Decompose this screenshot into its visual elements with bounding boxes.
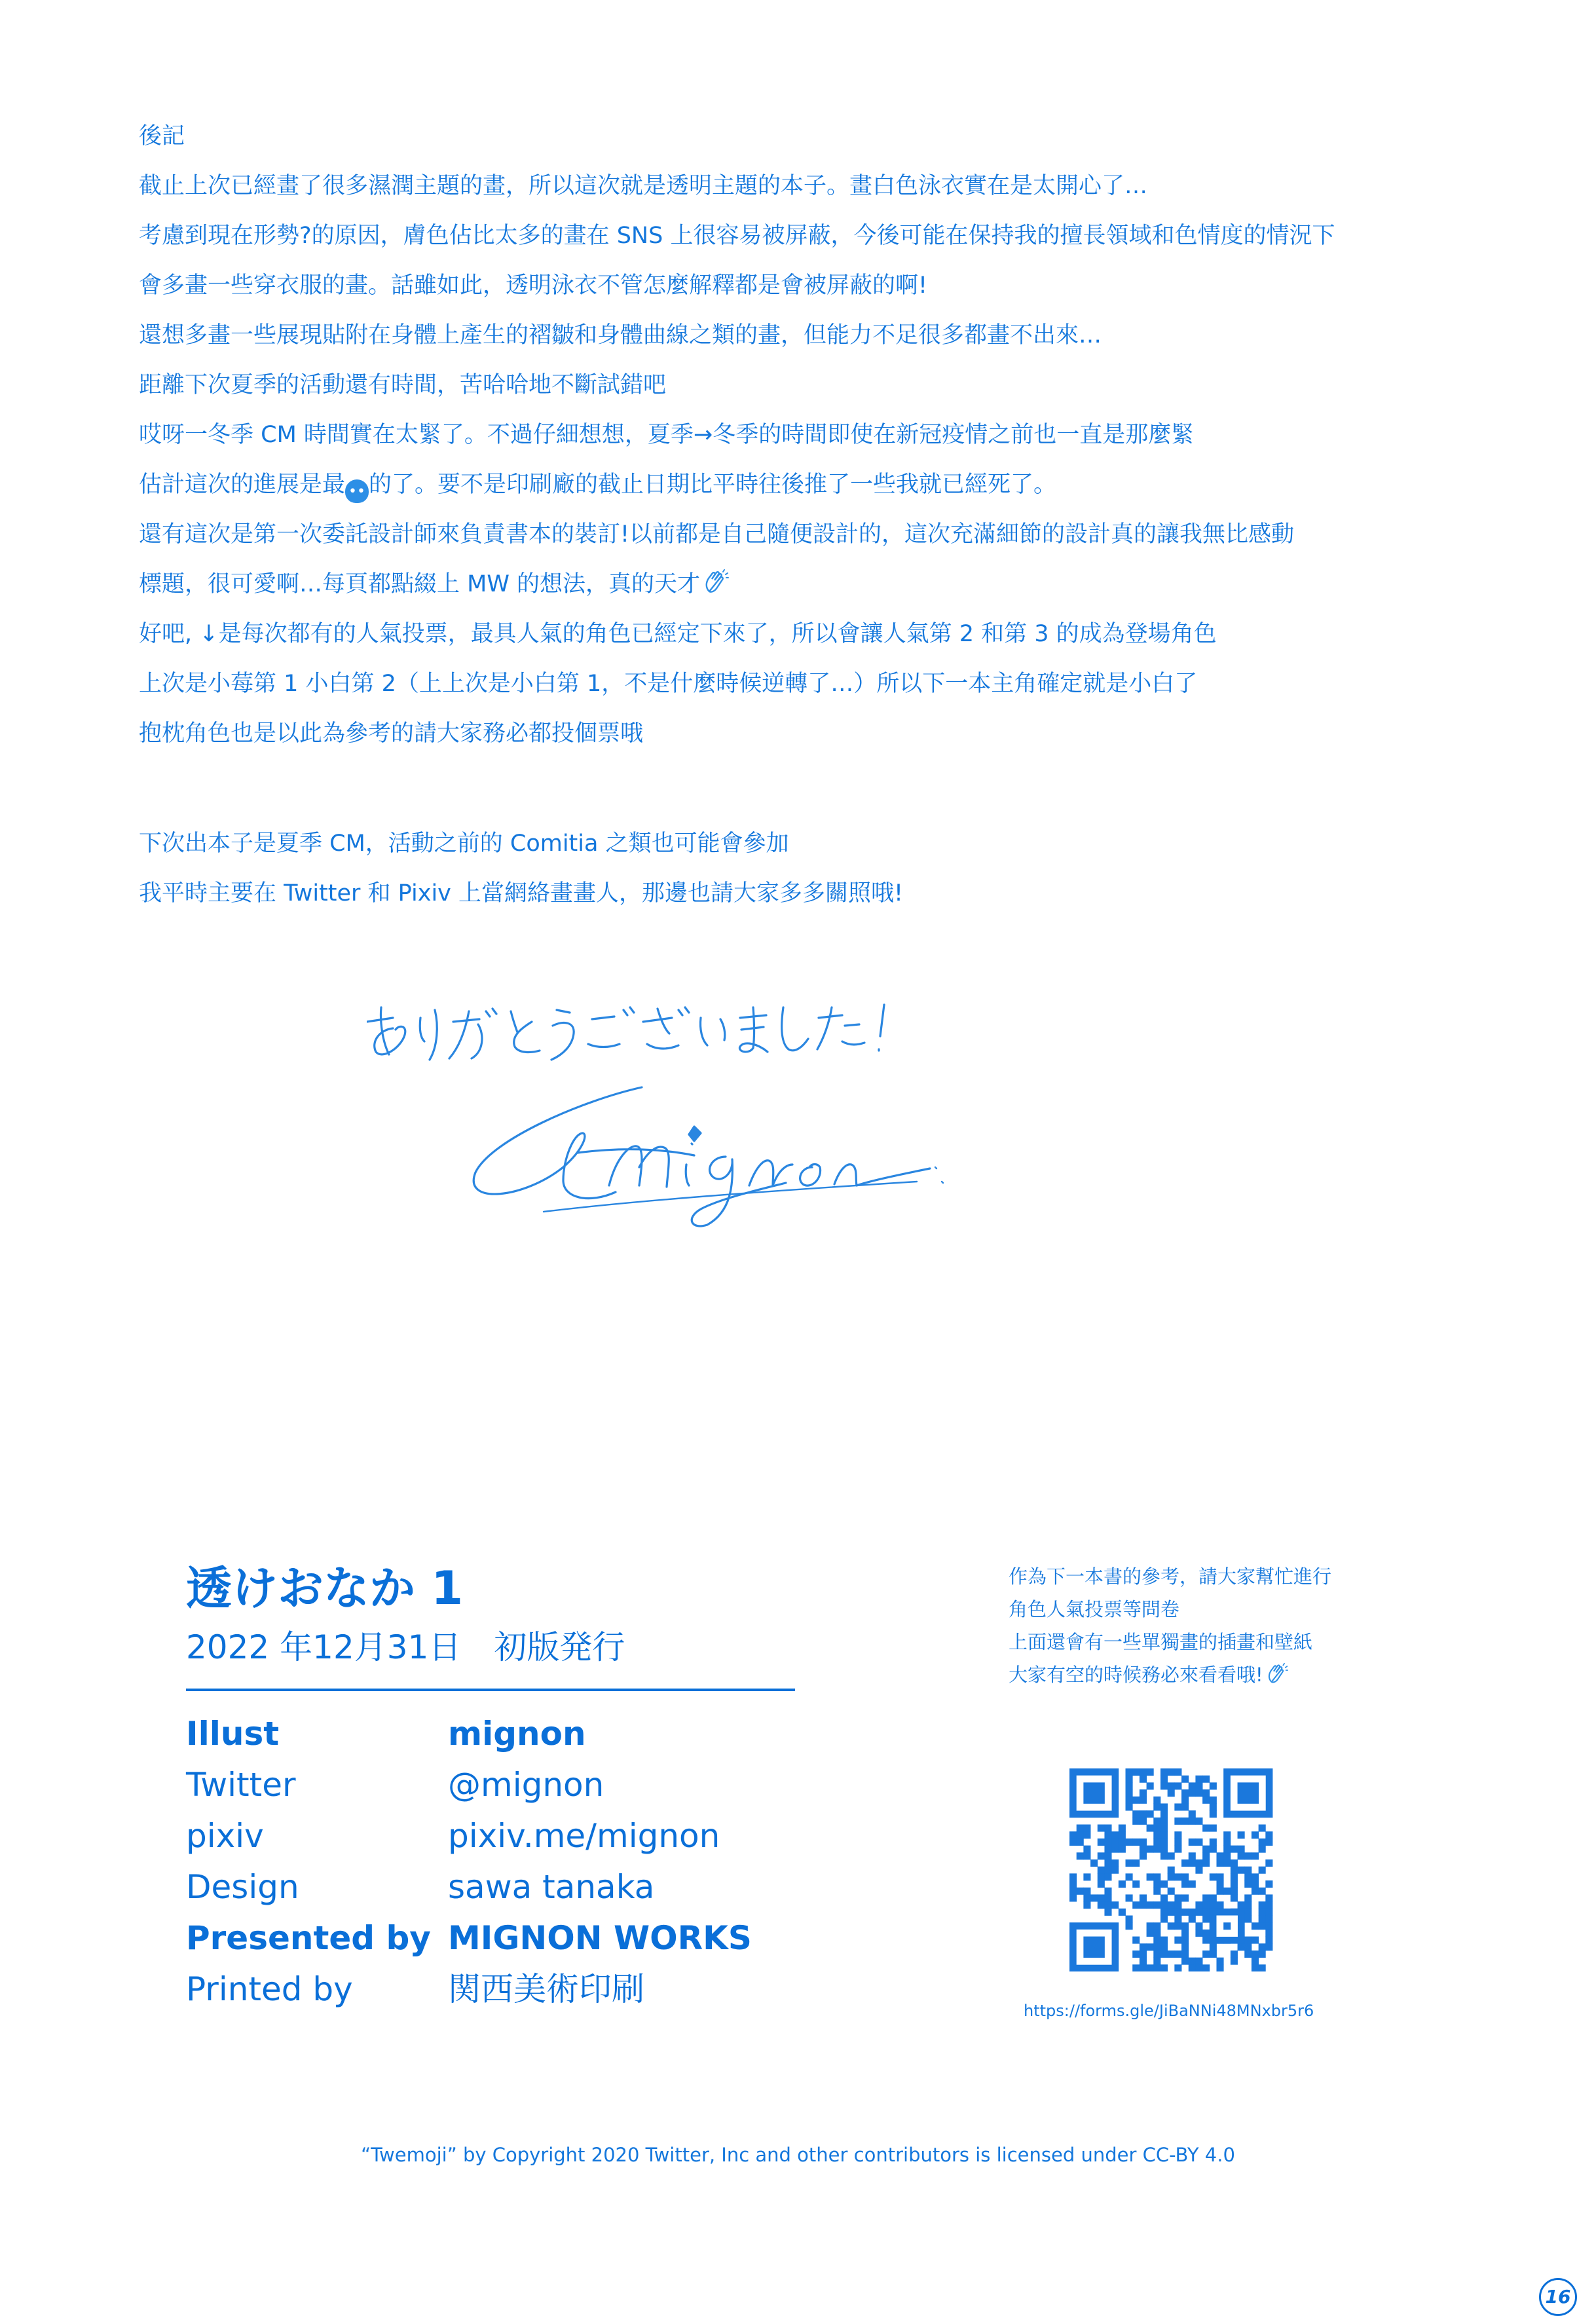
credit-label: Illust [186,1715,280,1753]
credit-label: Twitter [186,1766,296,1804]
credit-value: @mignon [448,1766,604,1804]
credit-row-twitter [186,1759,841,1810]
survey-text: 大家有空的時候務必來看看哦! [1009,1664,1263,1686]
survey-qr-code[interactable] [1066,1768,1276,1971]
twemoji-license: “Twemoji” by Copyright 2020 Twitter, Inc and other contributors is licensed under CC-BY 4.0 [361,2144,1235,2166]
credit-label: pixiv [186,1817,264,1855]
credit-value: pixiv.me/mignon [448,1817,720,1855]
title-text: 標題，很可愛啊…每頁都點綴上 MW 的想法，真的天才 [139,571,701,597]
survey-line: 角色人氣投票等問卷 [1009,1598,1180,1620]
poo-emoji-icon: •• [345,479,369,503]
colophon-divider [186,1689,795,1691]
credit-row-printed-by [186,1964,841,2015]
afterword-line: 距離下次夏季的活動還有時間，苦哈哈地不斷試錯吧 [139,372,667,398]
credit-row-design [186,1861,841,1913]
afterword-line: 會多畫一些穿衣服的畫。話雖如此，透明泳衣不管怎麼解釋都是會被屏蔽的啊! [139,272,928,299]
afterword-line: 下次出本子是夏季 CM，活動之前的 Comitia 之類也可能會參加 [139,831,789,857]
credits-table [186,1708,841,2015]
afterword-line: 上次是小莓第 1 小白第 2（上上次是小白第 1，不是什麼時候逆轉了…）所以下一本主角確定就是小白了 [139,671,1198,697]
clap-emoji-icon [1266,1663,1288,1685]
credit-value: sawa tanaka [448,1868,655,1906]
credit-label: Presented by [186,1919,431,1957]
survey-line-last [1009,1658,1401,1691]
afterword-line-schedule [139,460,1481,510]
credit-row-presented-by [186,1913,841,1964]
credit-label: Design [186,1868,299,1906]
afterword-line: 哎呀一冬季 CM 時間實在太緊了。不過仔細想想，夏季→冬季的時間即使在新冠疫情之前也一直是那麼緊 [139,422,1195,448]
afterword-line: 抱枕角色也是以此為參考的請大家務必都投個票哦 [139,720,644,747]
survey-url[interactable]: https://forms.gle/JiBaNNi48MNxbr5r6 [1024,2002,1314,2020]
afterword-line-title [139,559,1481,609]
publication-date: 2022 年12月31日 初版発行 [186,1628,625,1666]
afterword-line: 還想多畫一些展現貼附在身體上產生的褶皺和身體曲線之類的畫，但能力不足很多都畫不出來… [139,322,1102,348]
afterword-line: 我平時主要在 Twitter 和 Pixiv 上當網絡畫畫人，那邊也請大家多多關照哦! [139,880,904,906]
afterword-line: 截止上次已經畫了很多濕潤主題的畫，所以這次就是透明主題的本子。畫白色泳衣實在是太開心了… [139,173,1148,199]
schedule-text-before: 估計這次的進展是最 [139,472,346,498]
afterword-line: 考慮到現在形勢?的原因，膚色佔比太多的畫在 SNS 上很容易被屏蔽，今後可能在保持我的擅長領域和色情度的情況下 [139,223,1335,249]
credit-value: 関西美術印刷 [448,1970,644,2008]
survey-note [1009,1560,1401,1691]
page-number: 16 [1539,2278,1577,2316]
survey-line: 上面還會有一些單獨畫的插畫和壁紙 [1009,1631,1313,1653]
handwritten-signature [367,996,1257,1231]
credit-row-illust [186,1708,841,1759]
credit-value: MIGNON WORKS [448,1919,752,1957]
afterword-paragraph-2 [139,609,1481,758]
credit-value: mignon [448,1715,586,1753]
credit-label: Printed by [186,1970,353,2008]
afterword-line: 還有這次是第一次委託設計師來負責書本的裝訂!以前都是自己隨便設計的，這次充滿細節的設計真的讓我無比感動 [139,521,1295,548]
credit-row-pixiv [186,1810,841,1861]
clap-emoji-icon [703,569,729,595]
schedule-text-after: 的了。要不是印刷廠的截止日期比平時往後推了一些我就已經死了。 [369,472,1057,498]
survey-line: 作為下一本書的參考，請大家幫忙進行 [1009,1565,1332,1588]
afterword-heading: 後記 [139,123,185,149]
afterword-paragraph-3 [139,819,1481,918]
book-title: 透けおなか 1 [186,1561,464,1615]
afterword-line: 好吧, ↓是每次都有的人氣投票，最具人氣的角色已經定下來了，所以會讓人氣第 2 和第 3 的成為登場角色 [139,621,1217,647]
afterword-paragraph-1 [139,111,1481,609]
